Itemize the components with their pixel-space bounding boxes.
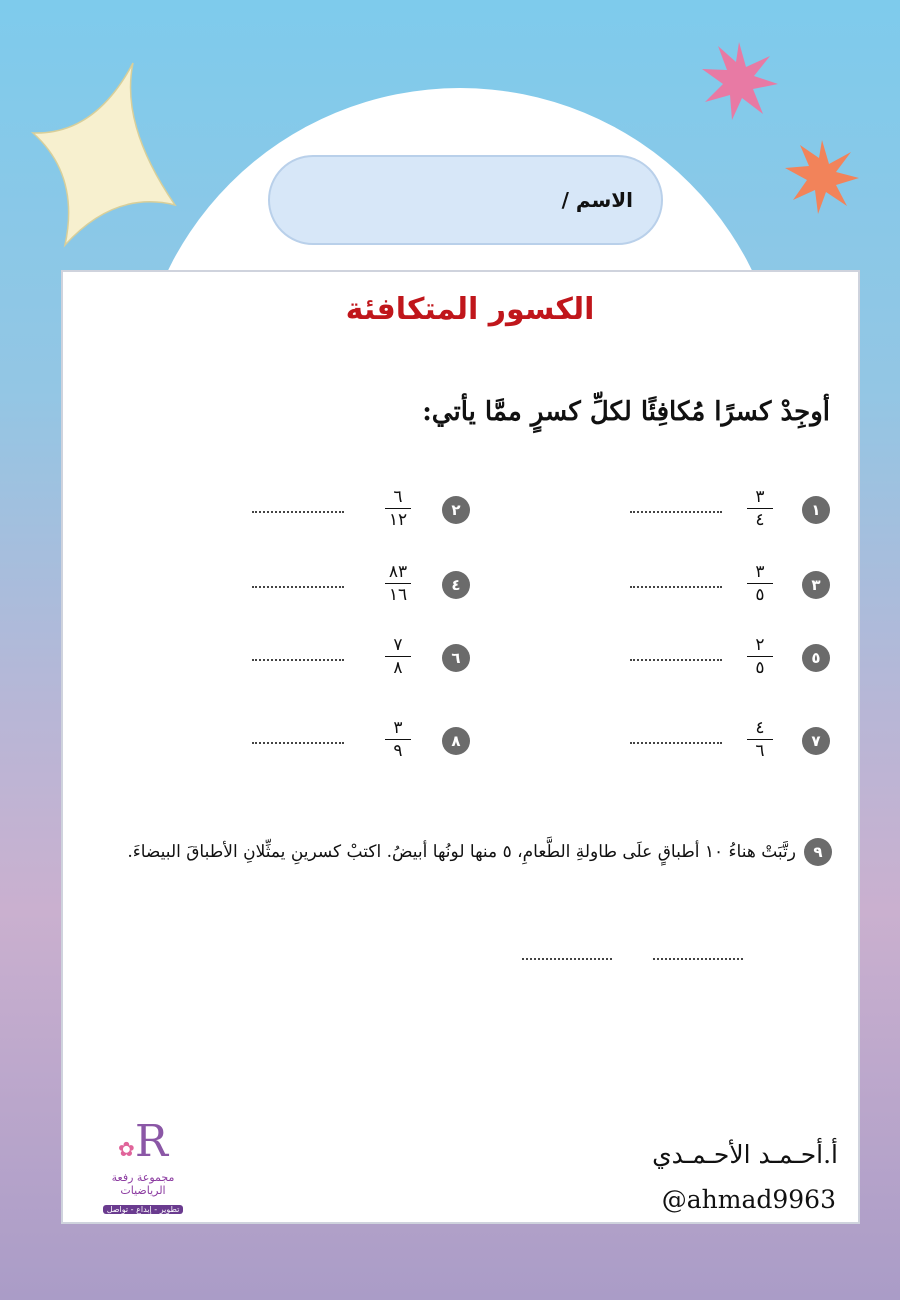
name-field[interactable] xyxy=(268,155,663,245)
exercise-4 xyxy=(240,562,470,614)
fraction xyxy=(740,718,780,761)
fraction xyxy=(378,487,418,530)
answer-blank[interactable] xyxy=(252,742,344,744)
fraction-bar xyxy=(747,583,773,584)
exercise-7 xyxy=(610,718,830,770)
denominator: ٥ xyxy=(755,585,765,605)
answer-blank[interactable] xyxy=(252,659,344,661)
answer-blank[interactable] xyxy=(630,586,722,588)
denominator: ٩ xyxy=(393,741,403,761)
social-handle: @ahmad9963 xyxy=(661,1185,836,1214)
exercise-8 xyxy=(240,718,470,770)
logo-tagline: تطوير - إبداع - تواصل xyxy=(103,1205,184,1214)
denominator: ١٦ xyxy=(388,585,408,605)
exercise-number-badge: ٩ xyxy=(804,838,832,866)
denominator: ٥ xyxy=(755,658,765,678)
answer-blank[interactable] xyxy=(630,659,722,661)
pink-star-decoration xyxy=(700,42,778,120)
answer-blank[interactable] xyxy=(630,511,722,513)
numerator: ٣ xyxy=(755,562,765,582)
fraction-bar xyxy=(747,508,773,509)
answer-blank-1[interactable] xyxy=(653,958,743,960)
exercise-3 xyxy=(610,562,830,614)
numerator: ٣ xyxy=(393,718,403,738)
fraction-bar xyxy=(747,739,773,740)
fraction-bar xyxy=(385,739,411,740)
exercise-number-badge: ٥ xyxy=(802,644,830,672)
numerator: ٤ xyxy=(755,718,765,738)
fraction-bar xyxy=(747,656,773,657)
exercise-number-badge: ٨ xyxy=(442,727,470,755)
answer-blank[interactable] xyxy=(630,742,722,744)
exercise-5 xyxy=(610,635,830,687)
word-problem-text: رتَّبَتْ هناءُ ١٠ أطباقٍ علَى طاولةِ الطَّعامِ، ٥ منها لونُها أبيضُ. اكتبْ كسرينِ يمثِّلانِ الأطباقَ البيضاءَ. xyxy=(127,842,796,862)
numerator: ٢ xyxy=(755,635,765,655)
cream-star-decoration xyxy=(25,55,185,255)
numerator: ٧ xyxy=(393,635,403,655)
exercise-number-badge: ٢ xyxy=(442,496,470,524)
denominator: ٨ xyxy=(393,658,403,678)
answer-blank[interactable] xyxy=(252,586,344,588)
logo-text: مجموعة رفعة الرياضيات xyxy=(111,1171,175,1197)
logo-mark: R✿ xyxy=(118,1116,168,1167)
exercise-number-badge: ١ xyxy=(802,496,830,524)
exercise-number-badge: ٣ xyxy=(802,571,830,599)
denominator: ٤ xyxy=(755,510,765,530)
numerator: ٨٣ xyxy=(388,562,408,582)
exercise-1 xyxy=(610,487,830,539)
fraction-bar xyxy=(385,508,411,509)
exercise-number-badge: ٧ xyxy=(802,727,830,755)
denominator: ١٢ xyxy=(388,510,408,530)
exercise-number-badge: ٦ xyxy=(442,644,470,672)
fraction xyxy=(740,635,780,678)
answer-blank-2[interactable] xyxy=(522,958,612,960)
fraction xyxy=(378,562,418,605)
page-title: الكسور المتكافئة xyxy=(345,292,595,327)
fraction xyxy=(740,562,780,605)
name-label: الاسم / xyxy=(561,188,633,212)
numerator: ٣ xyxy=(755,487,765,507)
teacher-name: أ.أحـمـد الأحـمـدي xyxy=(652,1140,838,1169)
answer-blank[interactable] xyxy=(252,511,344,513)
instruction-text: أوجِدْ كسرًا مُكافِئًا لكلِّ كسرٍ ممَّا يأتي: xyxy=(422,397,830,427)
logo xyxy=(88,1116,198,1214)
fraction xyxy=(740,487,780,530)
numerator: ٦ xyxy=(393,487,403,507)
orange-star-decoration xyxy=(785,140,859,214)
denominator: ٦ xyxy=(755,741,765,761)
fraction xyxy=(378,718,418,761)
fraction-bar xyxy=(385,656,411,657)
fraction-bar xyxy=(385,583,411,584)
word-problem xyxy=(112,838,832,866)
exercise-6 xyxy=(240,635,470,687)
fraction xyxy=(378,635,418,678)
exercise-2 xyxy=(240,487,470,539)
exercise-number-badge: ٤ xyxy=(442,571,470,599)
